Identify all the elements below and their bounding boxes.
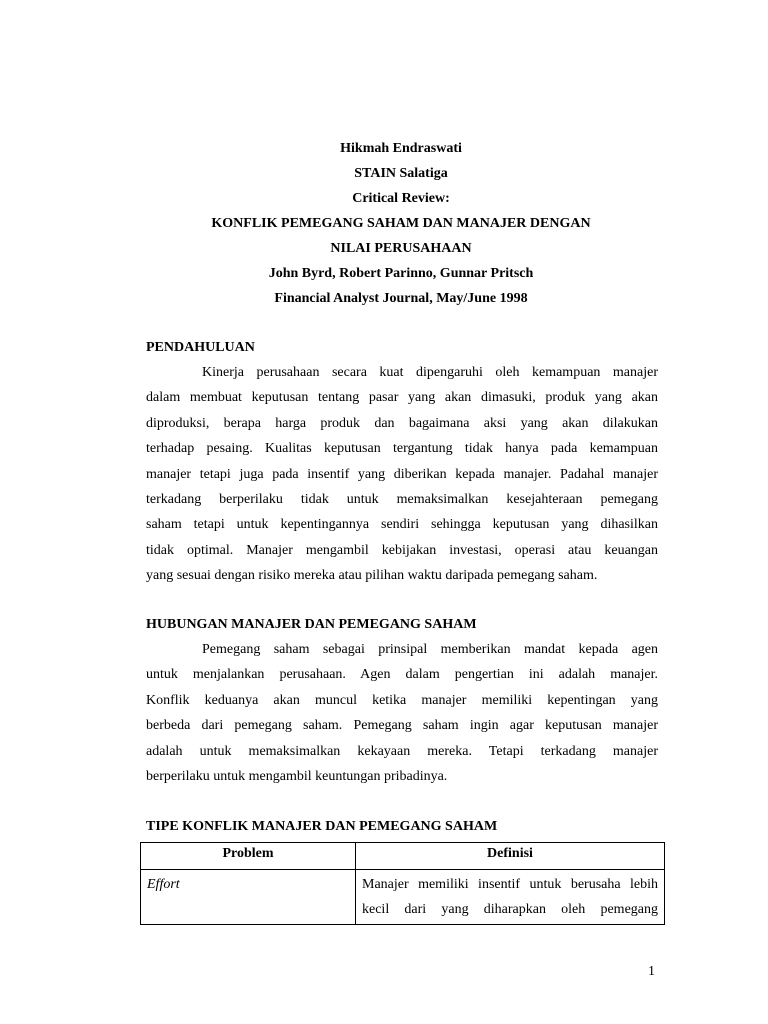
paragraph-line: Kinerja perusahaan secara kuat dipengaruhi oleh kemampuan manajer <box>202 365 658 380</box>
paragraph-line: untuk menjalankan perusahaan. Agen dalam pengertian ini adalah manajer. <box>146 667 658 683</box>
table-header-row <box>141 843 665 870</box>
column-header-definisi: Definisi <box>356 843 665 870</box>
table-row <box>141 870 665 925</box>
section-heading-pendahuluan: PENDAHULUAN <box>146 340 255 355</box>
definition-line: Manajer memiliki insentif untuk berusaha lebih <box>362 877 658 892</box>
paragraph-line: saham tetapi untuk kepentingannya sendiri sehingga keputusan yang dihasilkan <box>146 517 658 533</box>
column-header-problem: Problem <box>141 843 356 870</box>
article-title-line-2: NILAI PERUSAHAAN <box>330 241 472 256</box>
paragraph-line: dalam membuat keputusan tentang pasar yang akan dimasuki, produk yang akan <box>146 390 658 406</box>
paragraph-line: tidak optimal. Manajer mengambil kebijakan investasi, operasi atau keuangan <box>146 542 658 558</box>
paragraph-line: manajer tetapi juga pada insentif yang diberikan kepada manajer. Padahal manajer <box>146 466 658 482</box>
paragraph-line: berperilaku untuk mengambil keuntungan pribadinya. <box>146 768 448 784</box>
conflict-table <box>140 842 665 925</box>
paragraph-line: berbeda dari pemegang saham. Pemegang saham ingin agar keputusan manajer <box>146 718 658 734</box>
section-heading-hubungan: HUBUNGAN MANAJER DAN PEMEGANG SAHAM <box>146 617 477 632</box>
paragraph-line: yang sesuai dengan risiko mereka atau pilihan waktu daripada pemegang saham. <box>146 568 598 584</box>
paragraph-pendahuluan <box>146 360 658 589</box>
paragraph-line: terkadang berperilaku tidak untuk memaksimalkan kesejahteraan pemegang <box>146 491 658 507</box>
institution: STAIN Salatiga <box>354 166 448 181</box>
paragraph-hubungan <box>146 637 658 789</box>
section-heading-tipe-konflik: TIPE KONFLIK MANAJER DAN PEMEGANG SAHAM <box>146 819 498 834</box>
definition-cell <box>356 870 665 925</box>
journal-citation: Financial Analyst Journal, May/June 1998 <box>274 291 528 306</box>
paragraph-line: diproduksi, berapa harga produk dan bagaimana aksi yang akan dilakukan <box>146 415 658 431</box>
paragraph-line: adalah untuk memaksimalkan kekayaan mereka. Tetapi terkadang manajer <box>146 743 658 759</box>
review-label: Critical Review: <box>352 191 450 206</box>
definition-line: kecil dari yang diharapkan oleh pemegang <box>362 902 658 917</box>
paragraph-line: Konflik keduanya akan muncul ketika manajer memiliki kepentingan yang <box>146 692 658 708</box>
problem-cell: Effort <box>141 870 356 925</box>
paragraph-line: terhadap pesaing. Kualitas keputusan tergantung tidak hanya pada kemampuan <box>146 441 658 457</box>
paragraph-line: Pemegang saham sebagai prinsipal memberikan mandat kepada agen <box>202 642 658 657</box>
article-authors: John Byrd, Robert Parinno, Gunnar Pritsch <box>268 266 534 281</box>
author-name: Hikmah Endraswati <box>340 141 462 156</box>
title-block <box>140 136 662 311</box>
article-title-line-1: KONFLIK PEMEGANG SAHAM DAN MANAJER DENGAN <box>211 216 591 231</box>
page-number: 1 <box>648 964 655 979</box>
